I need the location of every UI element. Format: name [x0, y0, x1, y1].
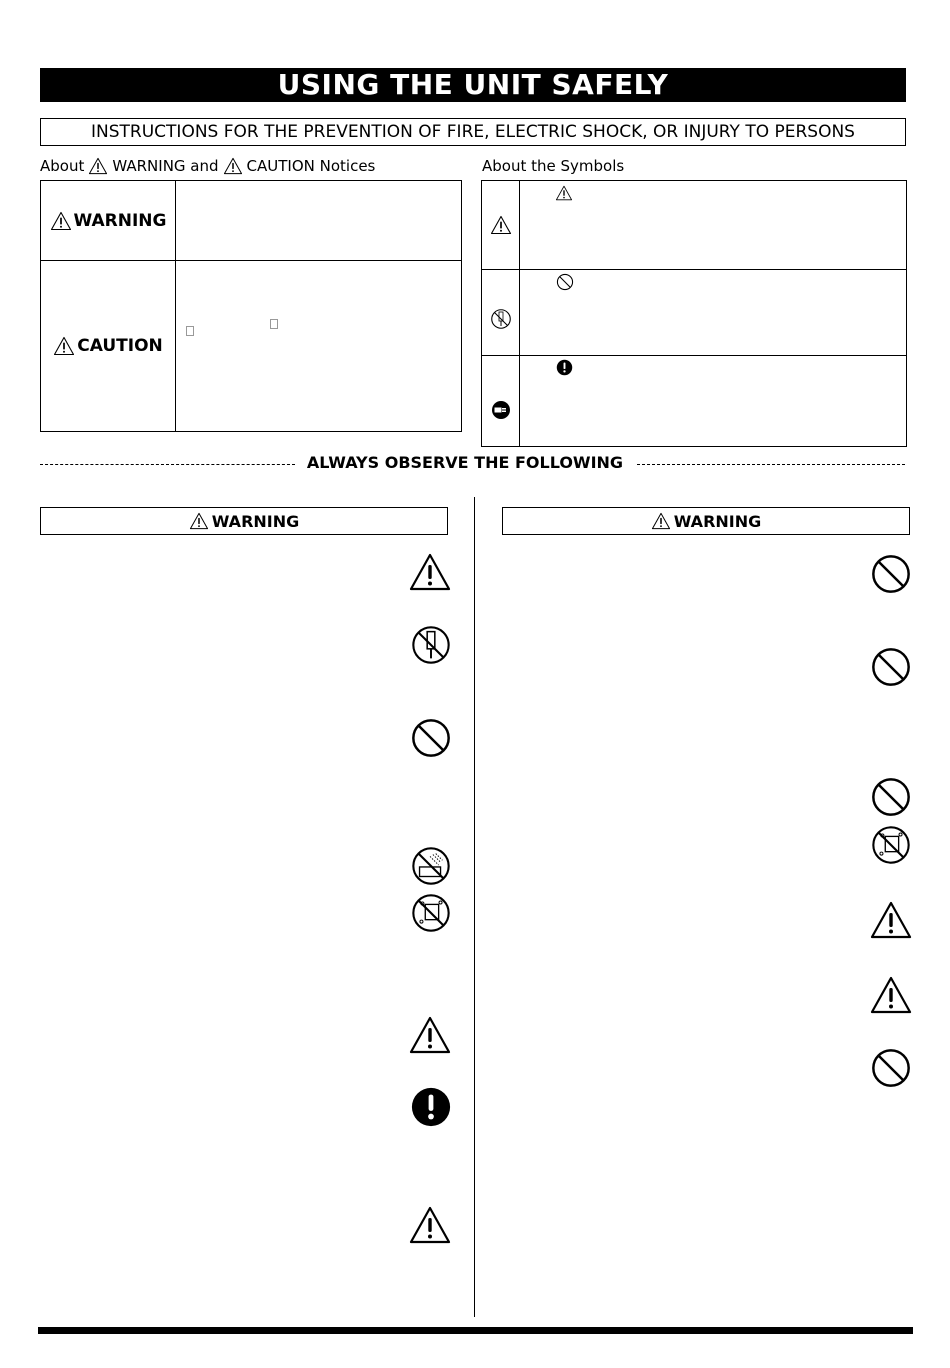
warning-triangle-icon [88, 157, 108, 175]
about-mid2: CAUTION Notices [246, 157, 376, 175]
prohibited-circle-icon [870, 776, 912, 818]
do-not-disassemble-icon [490, 308, 512, 330]
right-warning-label: WARNING [673, 511, 762, 531]
placeholder-box [186, 326, 194, 336]
keep-from-children-icon [870, 824, 912, 866]
prohibited-circle-icon [870, 1047, 912, 1089]
mandatory-exclamation-icon [410, 1086, 452, 1128]
notice-warning-cell [41, 181, 175, 260]
right-warning-header [502, 507, 910, 535]
notice-warning-label: WARNING [73, 210, 167, 231]
about-mid1: WARNING and [112, 157, 219, 175]
warning-triangle-icon [651, 512, 671, 530]
warning-triangle-icon [869, 900, 913, 940]
mandatory-exclamation-icon [556, 359, 573, 376]
bottom-rule [38, 1327, 913, 1334]
about-symbols-label: About the Symbols [482, 157, 625, 175]
do-not-disassemble-icon [410, 624, 452, 666]
prohibited-circle-icon [410, 717, 452, 759]
warning-triangle-icon [408, 1205, 452, 1245]
unplug-icon [490, 399, 512, 421]
prohibited-circle-icon [870, 553, 912, 595]
notice-caution-cell [41, 261, 175, 431]
about-notices-label [40, 157, 375, 175]
warning-triangle-icon [408, 1015, 452, 1055]
warning-triangle-icon [869, 975, 913, 1015]
prohibited-circle-icon [870, 646, 912, 688]
page-title: USING THE UNIT SAFELY [40, 68, 906, 102]
placeholder-box [270, 319, 278, 329]
no-water-icon [410, 845, 452, 887]
keep-from-children-icon [410, 892, 452, 934]
symbols-table [481, 180, 907, 447]
column-divider [474, 497, 475, 1317]
about-pre: About [40, 157, 85, 175]
instructions-subtitle: INSTRUCTIONS FOR THE PREVENTION OF FIRE, ELECTRIC SHOCK, OR INJURY TO PERSONS [40, 118, 906, 146]
warning-triangle-icon [189, 512, 209, 530]
warning-triangle-icon [555, 185, 573, 201]
warning-triangle-icon [408, 552, 452, 592]
prohibited-circle-icon [556, 273, 574, 291]
warning-triangle-icon [50, 211, 72, 231]
notice-table [40, 180, 462, 432]
warning-triangle-icon [223, 157, 243, 175]
notice-caution-label: CAUTION [77, 336, 163, 356]
always-observe-heading: ALWAYS OBSERVE THE FOLLOWING [306, 453, 624, 472]
left-warning-header [40, 507, 448, 535]
warning-triangle-icon [490, 215, 512, 235]
left-warning-label: WARNING [211, 511, 300, 531]
warning-triangle-icon [53, 336, 75, 356]
